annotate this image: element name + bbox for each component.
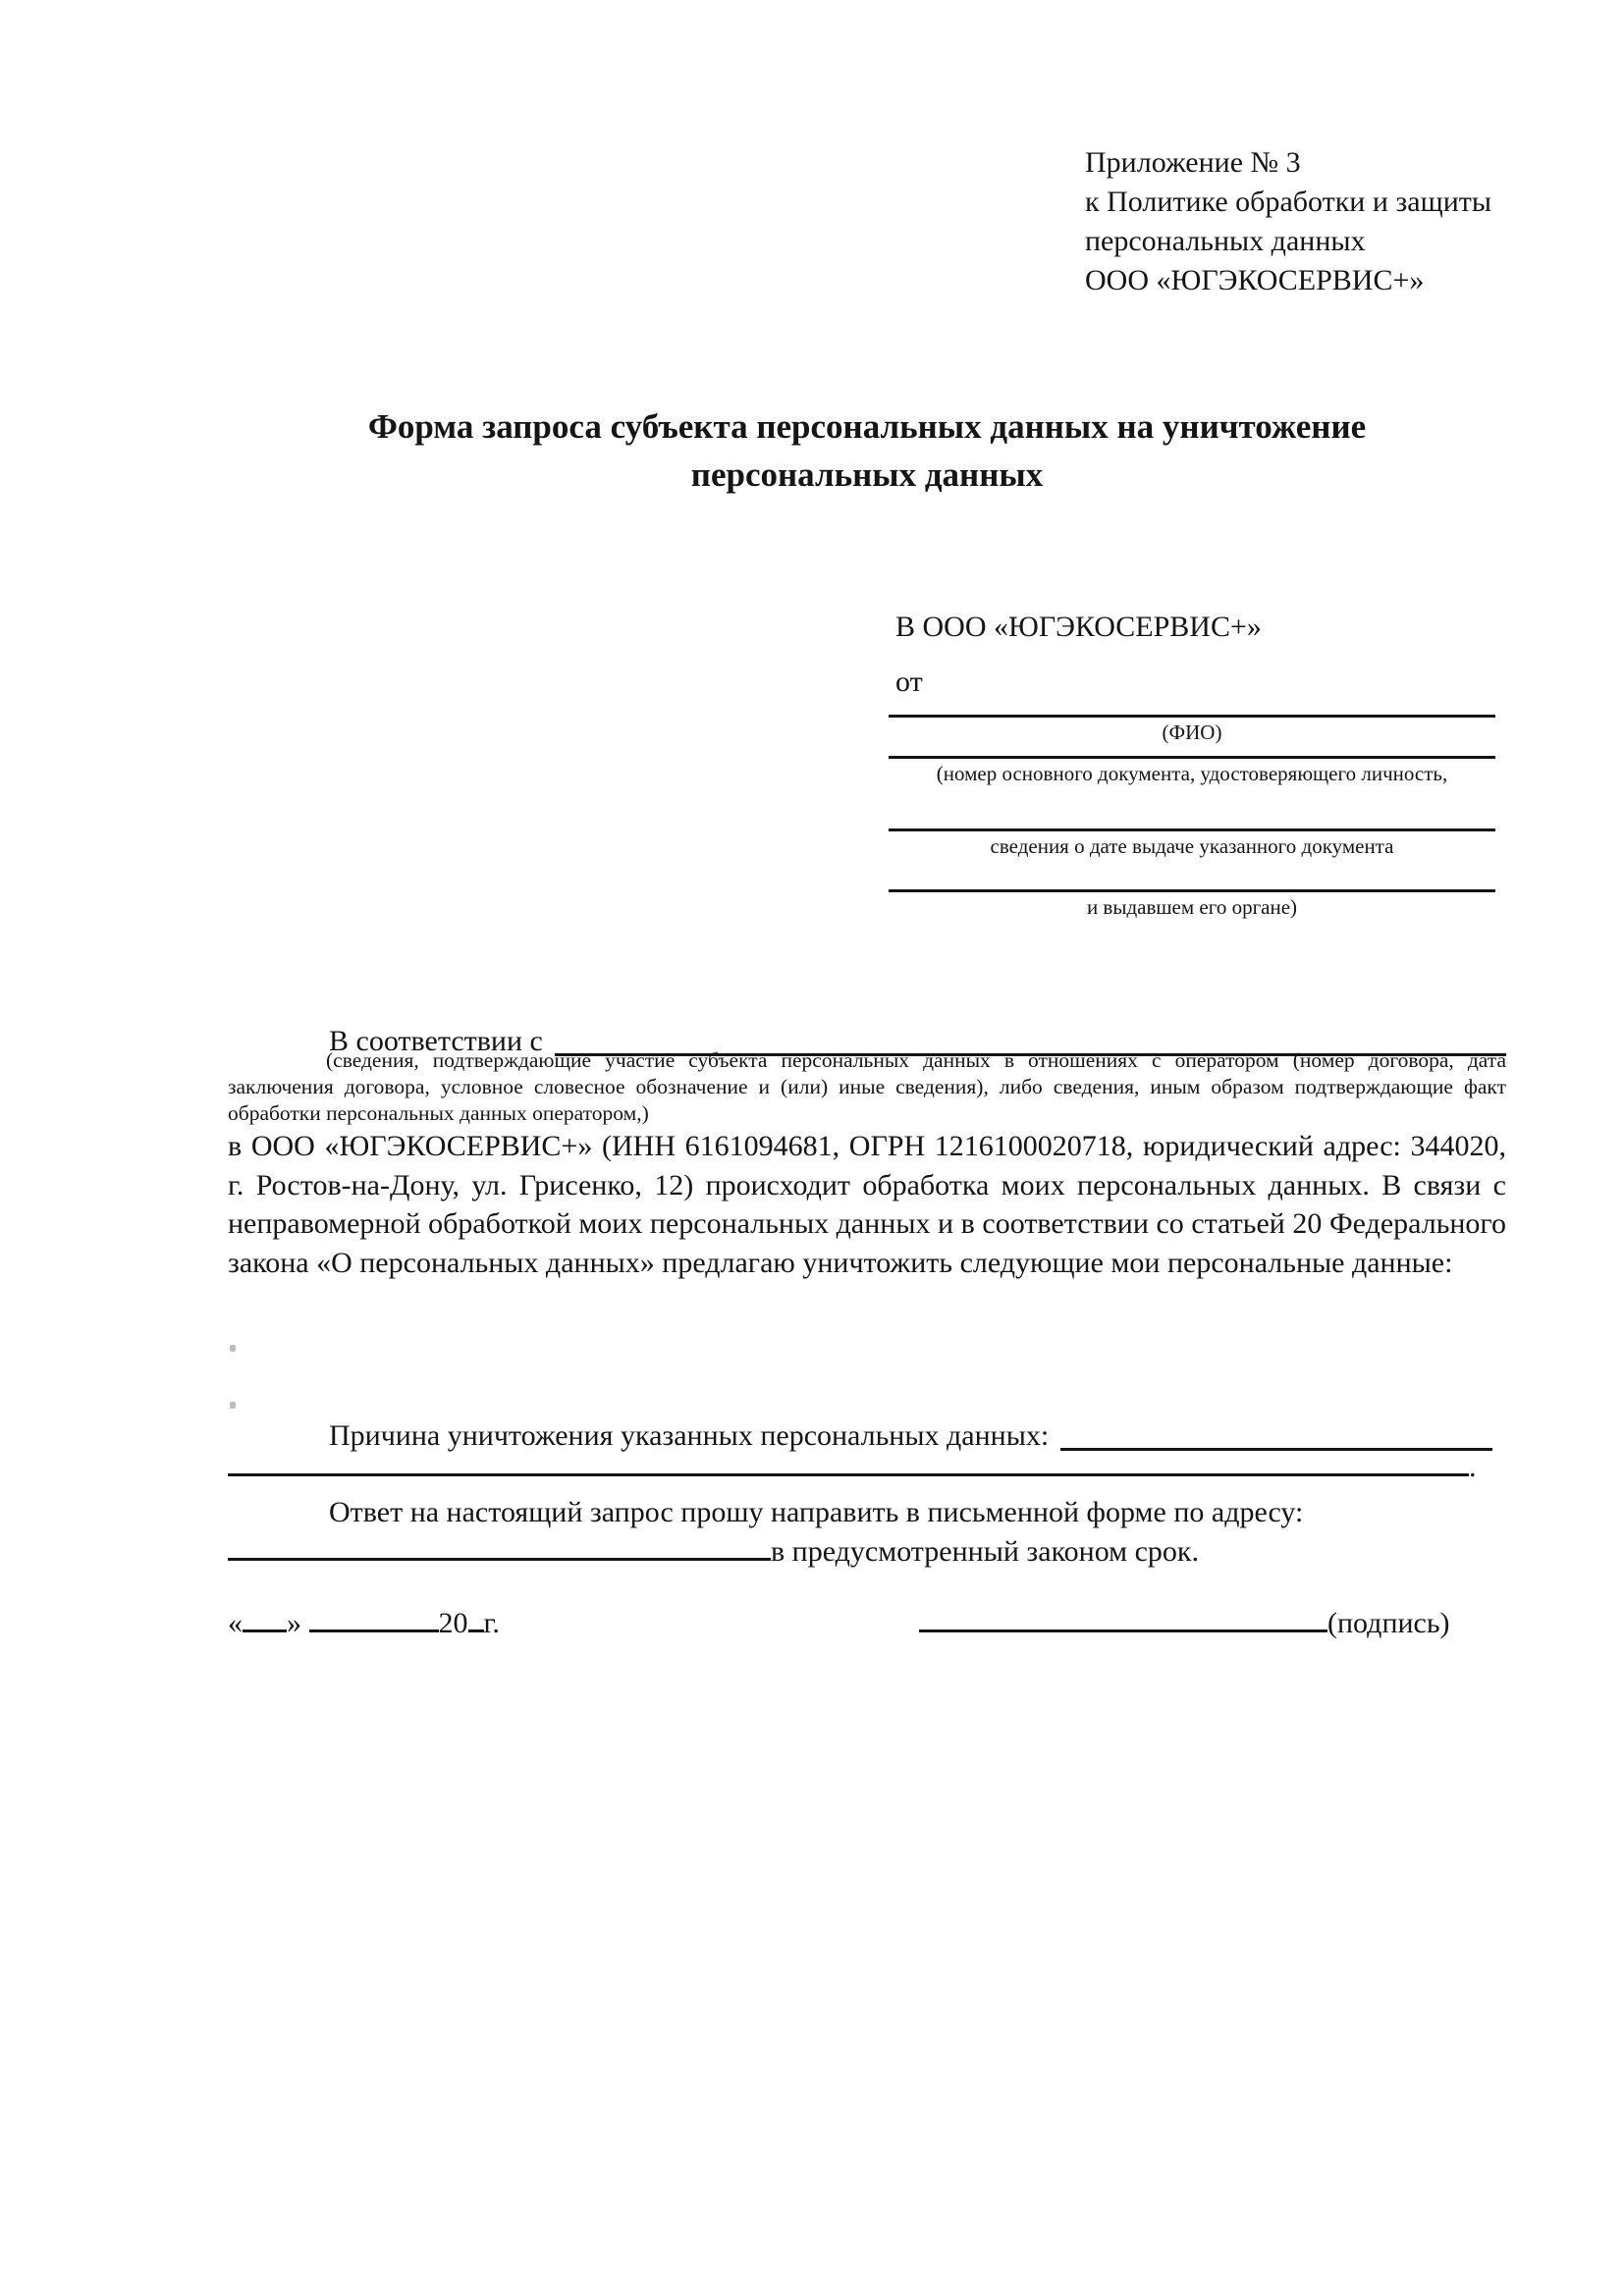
- fill-line-signature: [919, 1629, 1327, 1632]
- reason-continuation-line: [228, 1451, 1506, 1484]
- annex-line: Приложение № 3: [1085, 146, 1301, 179]
- fill-line-day: [243, 1629, 287, 1632]
- fill-line-caption: (ФИО): [1162, 721, 1222, 744]
- signature-caption: (подпись): [1327, 1607, 1450, 1639]
- period: .: [1469, 1451, 1477, 1483]
- fill-line-reason-continuation: [228, 1473, 1469, 1476]
- fill-line-year: [468, 1629, 484, 1632]
- annex-line: ООО «ЮГЭКОСЕРВИС+»: [1085, 264, 1425, 296]
- page-title: [228, 402, 1506, 499]
- reason-label: Причина уничтожения указанных персональных данных:: [329, 1419, 1050, 1452]
- reply-address-line: [228, 1532, 1506, 1572]
- fill-line-month: [309, 1629, 439, 1632]
- operator-paragraph: в ООО «ЮГЭКОСЕРВИС+» (ИНН 6161094681, ОГРН 1216100020718, юридический адрес: 344020, г. Ростов-на-Дону, ул. Грисенко, 12) происходит обработка моих персональных данных. В связи с неправомерной обработкой моих персональных данных и в соответствии со статьей 20 Федерального закона «О персональных данных» предлагаю уничтожить следующие мои персональные данные:: [228, 1130, 1506, 1279]
- annex-line: персональных данных: [1085, 225, 1366, 257]
- signature-line: [919, 1604, 1450, 1643]
- list-dot: [230, 1345, 236, 1352]
- page-title-line: персональных данных: [690, 455, 1044, 494]
- quote-close: »: [287, 1607, 301, 1639]
- year-prefix: 20: [438, 1607, 468, 1639]
- fill-line-reply-address: [228, 1558, 771, 1561]
- clarification-note: (сведения, подтверждающие участие субъекта персональных данных в отношениях с оператором (номер договора, дата заключения договора, условное словесное обозначение и (или) иные сведения), либо сведения, иным образом подтверждающие факт обработки персональных данных оператором,): [228, 1048, 1506, 1125]
- addressee-to-line: В ООО «ЮГЭКОСЕРВИС+»: [895, 611, 1262, 643]
- addressee-from-label: от: [895, 666, 923, 698]
- fill-line-issuing-authority: [889, 889, 1495, 892]
- fill-line-reason: [1060, 1421, 1492, 1451]
- reply-suffix: в предусмотренный законом срок.: [771, 1535, 1199, 1568]
- fill-line-caption: и выдавшем его органе): [1086, 895, 1298, 919]
- accordance-label: В соответствии с: [329, 1025, 543, 1057]
- list-dot: [230, 1402, 236, 1409]
- year-suffix: г.: [483, 1607, 500, 1639]
- fill-line-issue-date: [889, 828, 1495, 831]
- reply-request-line: Ответ на настоящий запрос прошу направить в письменной форме по адресу:: [329, 1496, 1304, 1528]
- annex-header: [1085, 143, 1491, 300]
- fill-line-caption: (номер основного документа, удостоверяющего личность,: [936, 762, 1448, 785]
- fill-line-document-number: [889, 756, 1495, 759]
- annex-line: к Политике обработки и защиты: [1085, 186, 1492, 218]
- quote-open: «: [228, 1607, 243, 1639]
- fill-line-fio: [889, 715, 1495, 718]
- date-line: [228, 1604, 500, 1643]
- page-title-line: Форма запроса субъекта персональных данных на уничтожение: [367, 407, 1367, 446]
- fill-line-caption: сведения о дате выдаче указанного документа: [990, 834, 1394, 858]
